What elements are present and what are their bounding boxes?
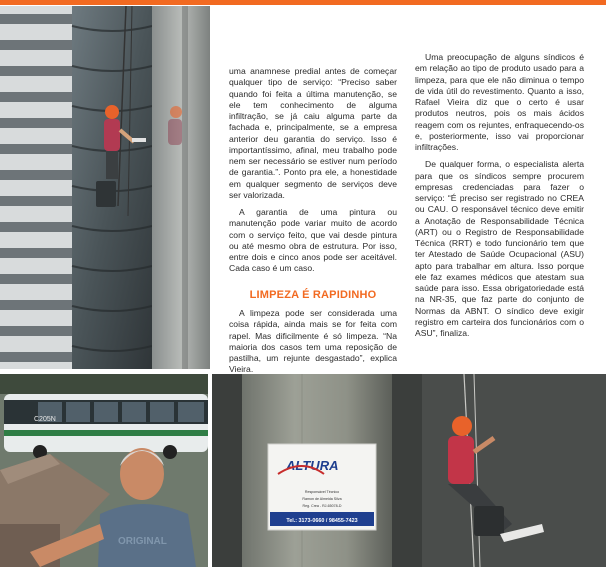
street-illustration — [0, 374, 208, 567]
paragraph: A limpeza pode ser considerada uma coisa rápida, ainda mais se for feita com rapel. Mas dificilmente é só limpeza. “Na maioria dos casos tem uma reposição de pastilha, um rejunte desgastado”, explica Vieira. — [229, 308, 397, 375]
sign-phone: Tel.: 3173-0660 / 98455-7423 — [286, 518, 358, 524]
sign-illustration — [212, 374, 606, 567]
sign-line-2: Ramon de Almeida Silva — [302, 497, 342, 501]
sign-line-3: Reg. Crea - RJ-65078-D — [302, 504, 342, 508]
article-column-2 — [415, 52, 584, 345]
paragraph: A garantia de uma pintura ou manutenção pode variar muito de acordo com o serviço feito, que vai desde pintura ou até mesmo obra de estrutura. Por isso, entre dois e cinco anos pode ser aceitável. Cada caso é um caso. — [229, 207, 397, 274]
paragraph: De qualquer forma, o especialista alerta para que os síndicos sempre procurem empresas credenciadas para fazer o serviço: “É preciso ser registrado no CREA ou CAU. O responsável técnico deve emitir a Anotação de Responsabilidade Técnica (ART) ou o Registro de Responsabilidade Técnica (RRT) e todo funcionário tem que ter Atestado de Saúde Ocupacional (ASU) apto para trabalhar em altura. Isso porque ele faz exames médicos que atestam sua saúde para isso. Essa obrigatoriedade está na NR-35, que faz parte do conjunto de Normas da ABNT. O síndico deve exigir registro em carteira dos funcionários com o ASU”, finaliza. — [415, 159, 584, 338]
window-cleaner-photo — [0, 6, 210, 369]
article-column-1-lower — [229, 308, 397, 382]
sign-brand: ALTURA — [286, 458, 339, 473]
article-column-1 — [229, 66, 397, 281]
building-illustration — [0, 6, 210, 369]
section-subheading: LIMPEZA É RAPIDINHO — [249, 289, 377, 301]
paragraph: Uma preocupação de alguns síndicos é em relação ao tipo de produto usado para a limpeza, para que ele não diminua o tempo de vida útil do revestimento. Quanto a isso, Rafael Vieira diz que o certo é usar produtos neutros, pois os mais ácidos reagem com os rejuntes, enfraquecendo-os e, posteriormente, isso vai proporcionar infiltrações. — [415, 52, 584, 152]
top-accent-bar — [0, 0, 606, 5]
worker-rappel-photo — [212, 374, 606, 567]
bus-route-sign: C205N — [34, 416, 56, 423]
svg-text:ORIGINAL: ORIGINAL — [118, 536, 167, 547]
portrait-photo — [0, 374, 208, 567]
paragraph: uma anamnese predial antes de começar qualquer tipo de serviço: “Preciso saber quando foi feita a última manutenção, se ele tem conhecimento de alguma infiltração, se já caiu alguma parte da fachada e, principalmente, se a empresa anterior deu garantia do serviço. Isso é importantíssimo, afinal, meu trabalho pode nem ser necessário se estiver num período de garantia.”. Ponto pra ele, a honestidade em qualquer segmento de serviços deve ser valorizada. — [229, 66, 397, 200]
sign-line-1: Responsável Técnico — [304, 490, 340, 494]
